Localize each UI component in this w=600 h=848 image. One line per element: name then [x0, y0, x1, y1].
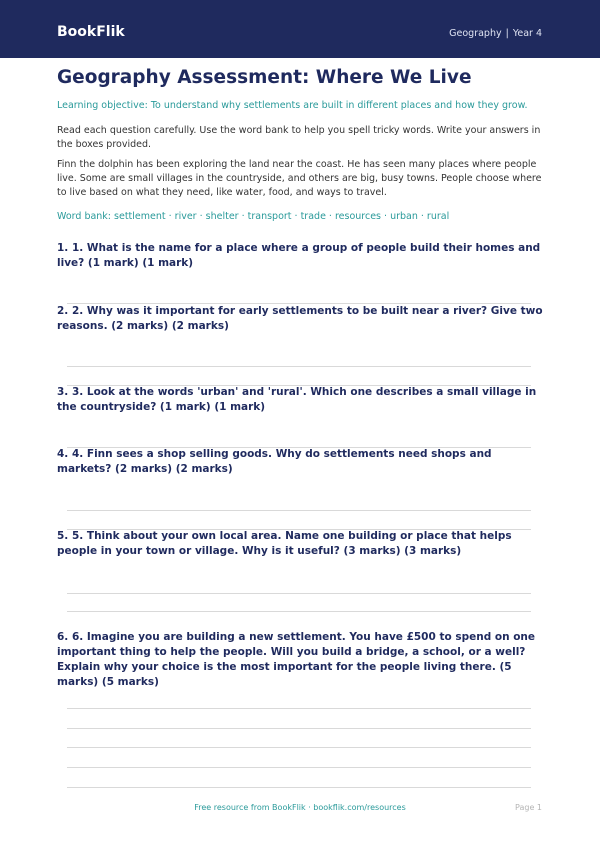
page-title: Geography Assessment: Where We Live — [57, 67, 472, 88]
word-bank: Word bank: settlement · river · shelter · transport · trade · resources · urban · rural — [57, 211, 450, 222]
brand-logo-text: BookFlik — [57, 24, 125, 40]
question-2: 2. 2. Why was it important for early settlements to be built near a river? Give two reasons. (2 marks) (2 marks) — [57, 305, 543, 332]
answer-line[interactable] — [67, 787, 531, 788]
question-1: 1. 1. What is the name for a place where a group of people build their homes and live? (1 mark) (1 mark) — [57, 242, 541, 269]
question-5: 5. 5. Think about your own local area. Name one building or place that helps people in your town or village. Why is it useful? (3 marks) (3 marks) — [57, 530, 512, 557]
answer-line[interactable] — [67, 708, 531, 709]
answer-line[interactable] — [67, 728, 531, 729]
subject-label: Geography — [449, 28, 502, 39]
question-4: 4. 4. Finn sees a shop selling goods. Why do settlements need shops and markets? (2 marks) (2 marks) — [57, 448, 492, 475]
page-number: Page 1 — [515, 803, 542, 812]
story-text: Finn the dolphin has been exploring the land near the coast. He has seen many places where people live. Some are small villages in the countryside, and others are big, busy towns. People choose where to live based on what they need, like water, food, and ways to travel. — [57, 159, 542, 198]
year-label: Year 4 — [512, 28, 542, 39]
question-3: 3. 3. Look at the words 'urban' and 'rural'. Which one describes a small village in the countryside? (1 mark) (1 mark) — [57, 386, 537, 413]
answer-line[interactable] — [67, 747, 531, 748]
instructions-text: Read each question carefully. Use the word bank to help you spell tricky words. Write your answers in the boxes provided. — [57, 125, 541, 150]
subject-year-label — [449, 27, 542, 41]
header-bar — [0, 0, 600, 58]
learning-objective: Learning objective: To understand why settlements are built in different places and how they grow. — [57, 100, 528, 111]
answer-line[interactable] — [67, 767, 531, 768]
answer-line[interactable] — [67, 593, 531, 594]
footer-credit: Free resource from BookFlik · bookflik.com/resources — [194, 803, 406, 812]
question-6: 6. 6. Imagine you are building a new settlement. You have £500 to spend on one important thing to help the people. Will you build a bridge, a school, or a well? Explain why your choice is the most important for the people living there. (5 marks) (5 marks) — [57, 631, 536, 688]
header-separator: | — [505, 28, 509, 39]
answer-line[interactable] — [67, 510, 531, 511]
answer-line[interactable] — [67, 611, 531, 612]
answer-line[interactable] — [67, 366, 531, 367]
